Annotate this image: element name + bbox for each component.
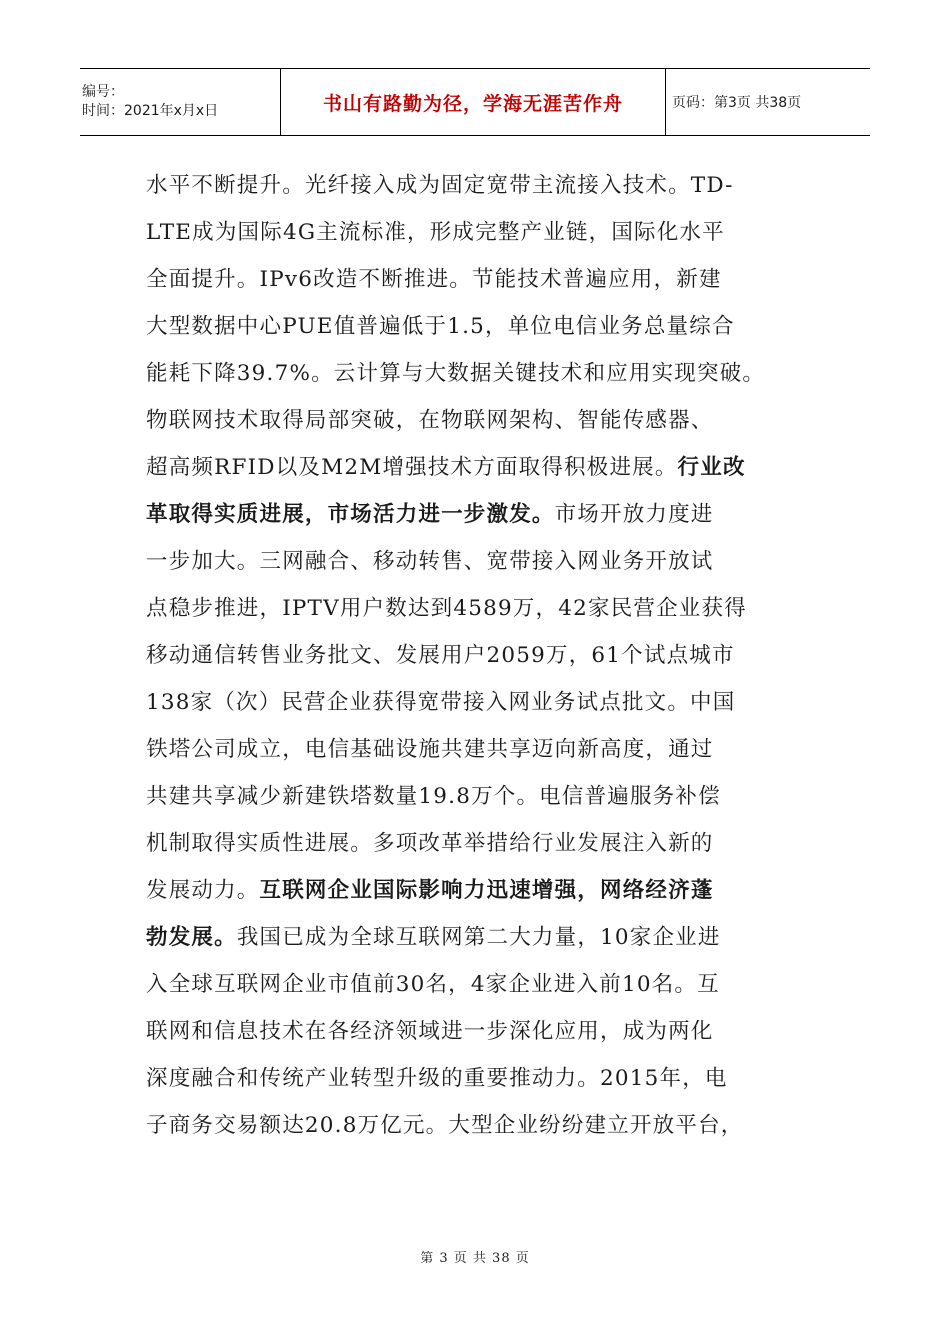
text-line (146, 538, 806, 585)
text-run: 移动通信转售业务批文、发展用户2059万，61个试点城市 (146, 643, 735, 668)
bold-heading-run: 勃发展。 (146, 925, 237, 950)
body-text (146, 162, 806, 1149)
header-motto: 书山有路勤为径，学海无涯苦作舟 (322, 92, 623, 115)
text-run: 138家（次）民营企业获得宽带接入网业务试点批文。中国 (146, 690, 736, 715)
text-line (146, 350, 806, 397)
text-run: 联网和信息技术在各经济领域进一步深化应用，成为两化 (146, 1019, 714, 1044)
text-run: 物联网技术取得局部突破，在物联网架构、智能传感器、 (146, 408, 714, 433)
header-motto-cell (281, 69, 666, 136)
text-line (146, 303, 806, 350)
text-run: 一步加大。三网融合、移动转售、宽带接入网业务开放试 (146, 549, 714, 574)
text-line (146, 209, 806, 256)
text-run: 大型数据中心PUE值普遍低于1.5，单位电信业务总量综合 (146, 314, 735, 339)
text-line (146, 820, 806, 867)
text-run: 发展动力。 (146, 878, 260, 903)
text-run: 超高频RFID以及M2M增强技术方面取得积极进展。 (146, 455, 678, 480)
text-line (146, 632, 806, 679)
text-line (146, 444, 806, 491)
bold-heading-run: 行业改 (677, 455, 746, 480)
text-run: 子商务交易额达20.8万亿元。大型企业纷纷建立开放平台， (146, 1113, 744, 1138)
bold-heading-run: 互联网企业国际影响力迅速增强，网络经济蓬 (259, 878, 714, 903)
text-run: 市场开放力度进 (554, 502, 714, 527)
page-header (80, 68, 870, 136)
text-run: 我国已成为全球互联网第二大力量，10家企业进 (236, 925, 721, 950)
text-run: 全面提升。IPv6改造不断推进。节能技术普遍应用，新建 (146, 267, 722, 292)
text-line (146, 679, 806, 726)
text-line (146, 162, 806, 209)
text-line (146, 914, 806, 961)
doc-time-label: 时间：2021年x月x日 (82, 103, 219, 119)
text-run: 点稳步推进，IPTV用户数达到4589万，42家民营企业获得 (146, 596, 747, 621)
text-line (146, 867, 806, 914)
text-line (146, 773, 806, 820)
text-run: 共建共享减少新建铁塔数量19.8万个。电信普遍服务补偿 (146, 784, 721, 809)
text-run: LTE成为国际4G主流标准，形成完整产业链，国际化水平 (146, 220, 725, 245)
text-line (146, 585, 806, 632)
text-line (146, 1102, 806, 1149)
text-line (146, 491, 806, 538)
text-run: 铁塔公司成立，电信基础设施共建共享迈向新高度，通过 (146, 737, 714, 762)
text-line (146, 397, 806, 444)
text-line (146, 1008, 806, 1055)
bold-heading-run: 革取得实质进展，市场活力进一步激发。 (146, 502, 555, 527)
text-line (146, 726, 806, 773)
text-run: 机制取得实质性进展。多项改革举措给行业发展注入新的 (146, 831, 714, 856)
text-line (146, 1055, 806, 1102)
text-line (146, 961, 806, 1008)
page-footer: 第 3 页 共 38 页 (420, 1251, 530, 1266)
header-page-label: 页码：第3页 共38页 (666, 69, 871, 136)
doc-number-label: 编号： (82, 84, 124, 100)
text-line (146, 256, 806, 303)
text-run: 入全球互联网企业市值前30名，4家企业进入前10名。互 (146, 972, 720, 997)
text-run: 深度融合和传统产业转型升级的重要推动力。2015年，电 (146, 1066, 728, 1091)
text-run: 能耗下降39.7%。云计算与大数据关键技术和应用实现突破。 (146, 361, 766, 386)
text-run: 水平不断提升。光纤接入成为固定宽带主流接入技术。TD- (146, 173, 734, 198)
header-meta (80, 69, 281, 136)
